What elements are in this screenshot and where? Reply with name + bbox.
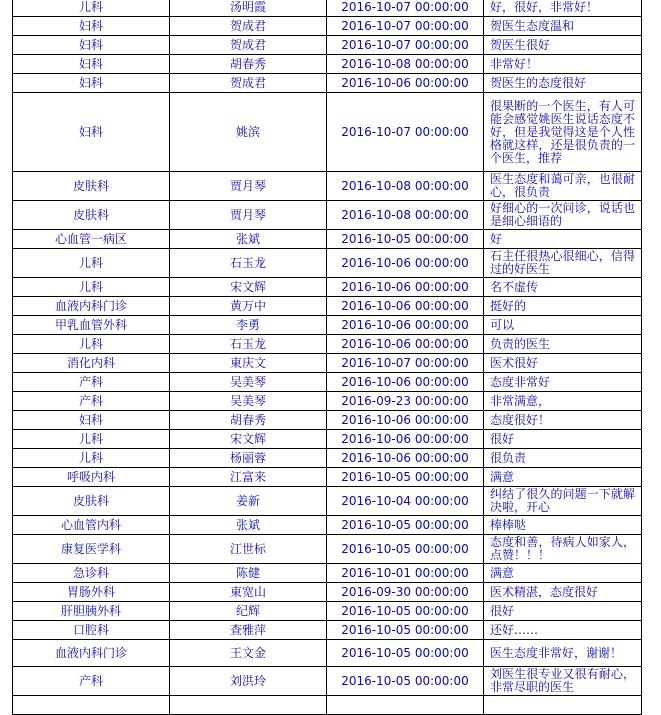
department-cell: 皮肤科 (13, 487, 170, 516)
review-cell: 医生态度非常好，谢谢！ (484, 640, 642, 667)
table-row (13, 55, 642, 74)
reviews-table-body (13, 0, 642, 715)
date-cell: 2016-09-23 00:00:00 (327, 392, 484, 411)
table-row (13, 667, 642, 696)
table-row (13, 36, 642, 55)
doctor-cell: 杨丽蓉 (170, 449, 327, 468)
department-cell: 产科 (13, 667, 170, 696)
date-cell: 2016-10-05 00:00:00 (327, 468, 484, 487)
department-cell: 妇科 (13, 74, 170, 93)
date-cell: 2016-10-05 00:00:00 (327, 230, 484, 249)
department-cell: 消化内科 (13, 354, 170, 373)
review-cell: 好，很好，非常好！ (484, 0, 642, 17)
date-cell: 2016-10-01 00:00:00 (327, 564, 484, 583)
date-cell: 2016-10-05 00:00:00 (327, 535, 484, 564)
table-row (13, 621, 642, 640)
department-cell: 产科 (13, 373, 170, 392)
department-cell: 口腔科 (13, 621, 170, 640)
review-cell: 非常满意， (484, 392, 642, 411)
review-cell: 很果断的一个医生，有人可能会感觉姚医生说话态度不好，但是我觉得这是个人性格就这样，还是很负责的一个医生，推荐 (484, 93, 642, 172)
department-cell (13, 696, 170, 715)
review-cell: 纠结了很久的问题一下就解决啦，开心 (484, 487, 642, 516)
review-cell: 态度非常好 (484, 373, 642, 392)
table-row (13, 0, 642, 17)
doctor-cell: 刘洪玲 (170, 667, 327, 696)
date-cell: 2016-10-06 00:00:00 (327, 74, 484, 93)
reviews-table (12, 0, 642, 715)
department-cell: 儿科 (13, 0, 170, 17)
department-cell: 儿科 (13, 430, 170, 449)
table-row (13, 93, 642, 172)
date-cell: 2016-10-07 00:00:00 (327, 354, 484, 373)
table-row (13, 602, 642, 621)
date-cell: 2016-10-06 00:00:00 (327, 430, 484, 449)
review-cell: 可以 (484, 316, 642, 335)
review-cell: 好细心的一次问诊，说话也是细心细语的 (484, 201, 642, 230)
department-cell: 血液内科门诊 (13, 640, 170, 667)
date-cell: 2016-09-30 00:00:00 (327, 583, 484, 602)
doctor-cell: 石玉龙 (170, 249, 327, 278)
table-row (13, 335, 642, 354)
date-cell: 2016-10-07 00:00:00 (327, 93, 484, 172)
table-row (13, 449, 642, 468)
department-cell: 儿科 (13, 449, 170, 468)
department-cell: 产科 (13, 392, 170, 411)
date-cell: 2016-10-05 00:00:00 (327, 667, 484, 696)
table-row (13, 564, 642, 583)
table-row (13, 430, 642, 449)
review-cell: 棒棒哒 (484, 516, 642, 535)
date-cell: 2016-10-06 00:00:00 (327, 449, 484, 468)
review-cell: 态度和善，待病人如家人，点赞！！！ (484, 535, 642, 564)
date-cell: 2016-10-06 00:00:00 (327, 297, 484, 316)
table-row (13, 17, 642, 36)
date-cell: 2016-10-04 00:00:00 (327, 487, 484, 516)
review-cell: 很好 (484, 602, 642, 621)
doctor-cell: 江富来 (170, 468, 327, 487)
review-cell: 很负责 (484, 449, 642, 468)
doctor-cell: 姜新 (170, 487, 327, 516)
review-cell: 满意 (484, 564, 642, 583)
department-cell: 妇科 (13, 55, 170, 74)
department-cell: 肝胆胰外科 (13, 602, 170, 621)
table-row (13, 392, 642, 411)
doctor-cell: 宋文辉 (170, 278, 327, 297)
review-cell: 很好 (484, 430, 642, 449)
table-row (13, 201, 642, 230)
doctor-cell: 张斌 (170, 230, 327, 249)
doctor-cell (170, 696, 327, 715)
date-cell: 2016-10-07 00:00:00 (327, 17, 484, 36)
table-row (13, 172, 642, 201)
department-cell: 呼吸内科 (13, 468, 170, 487)
table-row (13, 411, 642, 430)
date-cell: 2016-10-06 00:00:00 (327, 316, 484, 335)
department-cell: 心血管一病区 (13, 230, 170, 249)
date-cell: 2016-10-05 00:00:00 (327, 640, 484, 667)
doctor-cell: 胡春秀 (170, 55, 327, 74)
department-cell: 血液内科门诊 (13, 297, 170, 316)
doctor-cell: 宋文辉 (170, 430, 327, 449)
doctor-cell: 吴美琴 (170, 392, 327, 411)
review-cell: 医术很好 (484, 354, 642, 373)
review-cell: 贺医生很好 (484, 36, 642, 55)
review-cell: 非常好！ (484, 55, 642, 74)
doctor-cell: 纪辉 (170, 602, 327, 621)
table-row (13, 297, 642, 316)
doctor-cell: 姚滨 (170, 93, 327, 172)
doctor-cell: 贺成君 (170, 36, 327, 55)
department-cell: 皮肤科 (13, 201, 170, 230)
doctor-cell: 胡春秀 (170, 411, 327, 430)
department-cell: 儿科 (13, 335, 170, 354)
date-cell: 2016-10-08 00:00:00 (327, 172, 484, 201)
department-cell: 甲乳血管外科 (13, 316, 170, 335)
date-cell: 2016-10-05 00:00:00 (327, 602, 484, 621)
date-cell: 2016-10-06 00:00:00 (327, 278, 484, 297)
department-cell: 妇科 (13, 17, 170, 36)
table-row (13, 583, 642, 602)
department-cell: 妇科 (13, 411, 170, 430)
doctor-cell: 贾月琴 (170, 201, 327, 230)
table-row (13, 640, 642, 667)
date-cell: 2016-10-08 00:00:00 (327, 55, 484, 74)
table-row (13, 354, 642, 373)
table-row (13, 468, 642, 487)
department-cell: 妇科 (13, 36, 170, 55)
table-row (13, 230, 642, 249)
review-cell: 还好…… (484, 621, 642, 640)
table-row (13, 535, 642, 564)
doctor-cell: 贺成君 (170, 17, 327, 36)
doctor-cell: 陈健 (170, 564, 327, 583)
doctor-cell: 贺成君 (170, 74, 327, 93)
doctor-cell: 张斌 (170, 516, 327, 535)
table-row (13, 516, 642, 535)
table-row (13, 696, 642, 715)
review-cell: 满意 (484, 468, 642, 487)
doctor-cell: 汤明霞 (170, 0, 327, 17)
review-cell: 态度很好！ (484, 411, 642, 430)
review-cell: 负责的医生 (484, 335, 642, 354)
department-cell: 胃肠外科 (13, 583, 170, 602)
review-cell: 名不虚传 (484, 278, 642, 297)
doctor-cell: 王文金 (170, 640, 327, 667)
table-row (13, 249, 642, 278)
date-cell: 2016-10-06 00:00:00 (327, 335, 484, 354)
date-cell: 2016-10-06 00:00:00 (327, 249, 484, 278)
doctor-cell: 贾月琴 (170, 172, 327, 201)
department-cell: 康复医学科 (13, 535, 170, 564)
department-cell: 急诊科 (13, 564, 170, 583)
table-row (13, 487, 642, 516)
reviews-table-container (12, 0, 642, 715)
review-cell: 挺好的 (484, 297, 642, 316)
review-cell: 好 (484, 230, 642, 249)
date-cell: 2016-10-08 00:00:00 (327, 201, 484, 230)
doctor-cell: 吴美琴 (170, 373, 327, 392)
department-cell: 儿科 (13, 249, 170, 278)
table-row (13, 74, 642, 93)
table-row (13, 316, 642, 335)
department-cell: 心血管内科 (13, 516, 170, 535)
department-cell: 皮肤科 (13, 172, 170, 201)
date-cell: 2016-10-07 00:00:00 (327, 0, 484, 17)
doctor-cell: 李勇 (170, 316, 327, 335)
department-cell: 妇科 (13, 93, 170, 172)
date-cell: 2016-10-05 00:00:00 (327, 621, 484, 640)
date-cell: 2016-10-06 00:00:00 (327, 411, 484, 430)
review-cell: 石主任很热心很细心，信得过的好医生 (484, 249, 642, 278)
date-cell: 2016-10-06 00:00:00 (327, 373, 484, 392)
date-cell: 2016-10-05 00:00:00 (327, 516, 484, 535)
doctor-cell: 查雅萍 (170, 621, 327, 640)
doctor-cell: 江世标 (170, 535, 327, 564)
department-cell: 儿科 (13, 278, 170, 297)
review-cell (484, 696, 642, 715)
date-cell (327, 696, 484, 715)
review-cell: 医术精湛，态度很好 (484, 583, 642, 602)
review-cell: 贺医生的态度很好 (484, 74, 642, 93)
doctor-cell: 石玉龙 (170, 335, 327, 354)
table-row (13, 373, 642, 392)
review-cell: 医生态度和蔼可亲，也很耐心，很负责 (484, 172, 642, 201)
review-cell: 刘医生很专业又很有耐心，非常尽职的医生 (484, 667, 642, 696)
doctor-cell: 黄万中 (170, 297, 327, 316)
table-row (13, 278, 642, 297)
doctor-cell: 東宽山 (170, 583, 327, 602)
doctor-cell: 東庆文 (170, 354, 327, 373)
date-cell: 2016-10-07 00:00:00 (327, 36, 484, 55)
review-cell: 贺医生态度温和 (484, 17, 642, 36)
